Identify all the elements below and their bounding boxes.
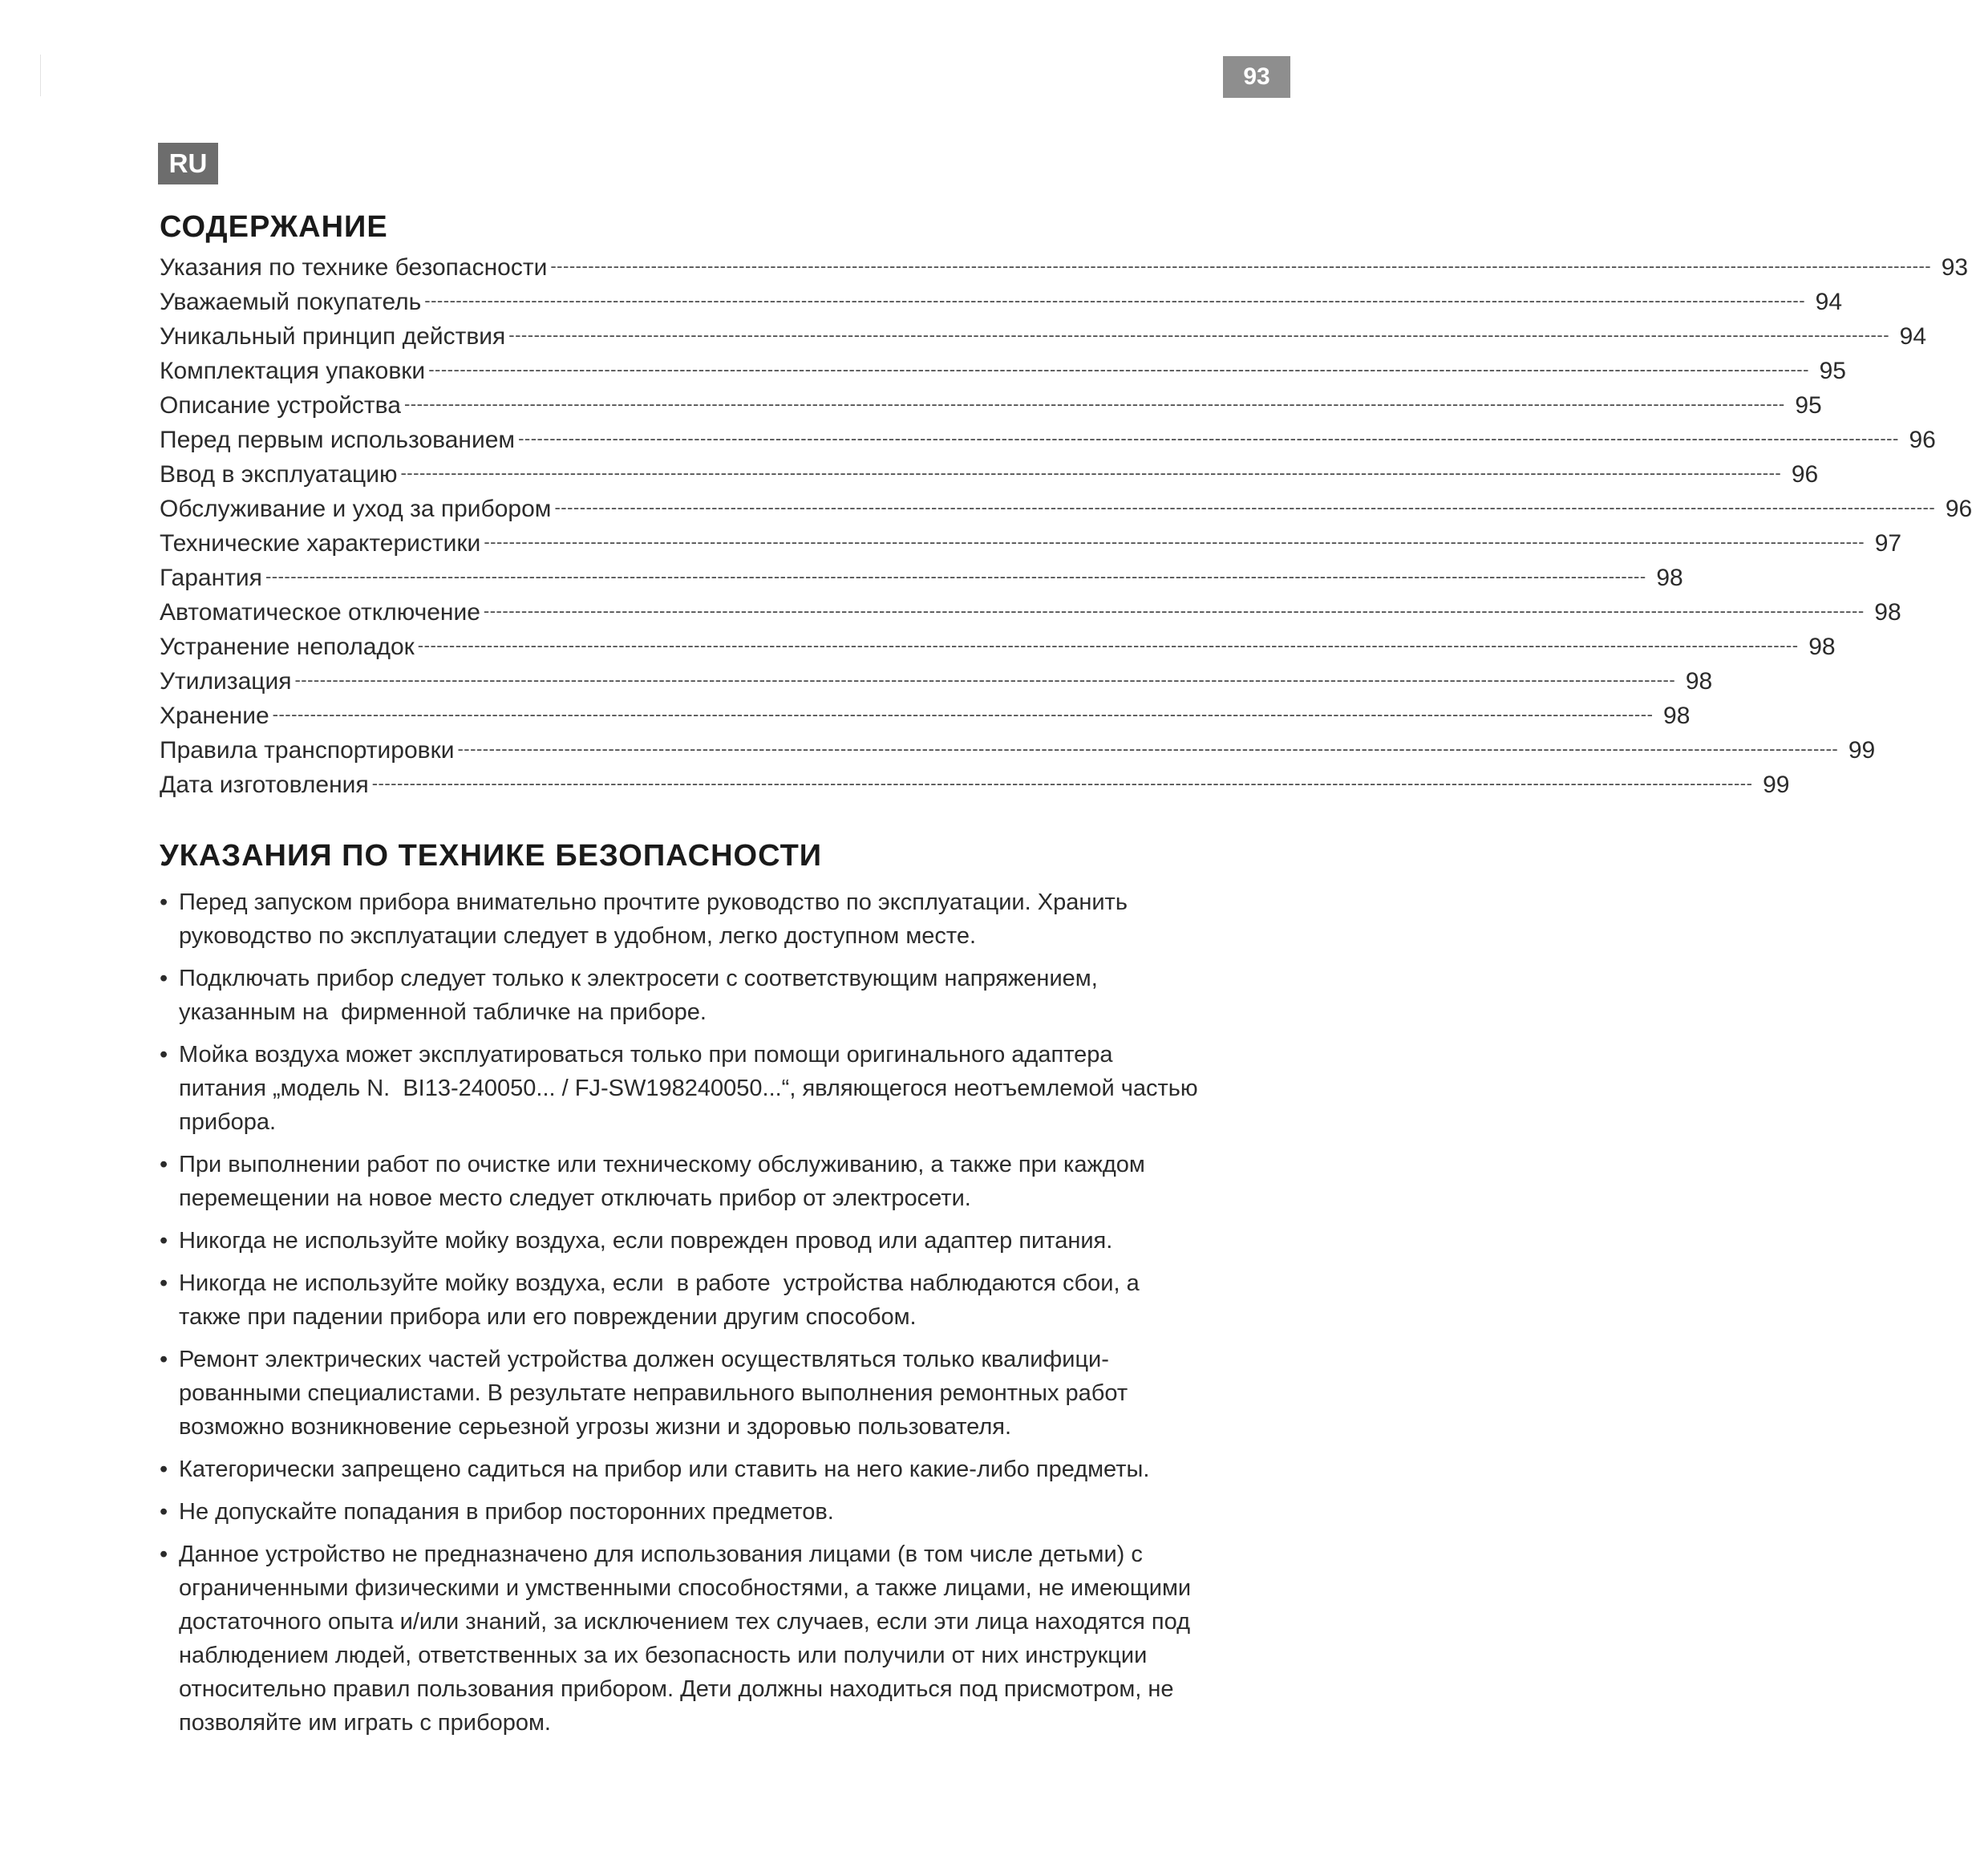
toc-leader: ---------------------------------------------------------------------------------------------------------------------------------------------------------------------------------------------------------------------------- bbox=[554, 497, 1936, 517]
list-item bbox=[160, 1224, 1202, 1258]
list-item bbox=[160, 1266, 1202, 1334]
toc-entry-title: Уникальный принцип действия bbox=[160, 323, 506, 350]
toc-entry-title: Дата изготовления bbox=[160, 772, 369, 798]
toc-entry-page: 95 bbox=[1819, 358, 1846, 384]
toc-leader: ---------------------------------------------------------------------------------------------------------------------------------------------------------------------------------------------------------------------------- bbox=[403, 394, 1785, 414]
toc-leader: ---------------------------------------------------------------------------------------------------------------------------------------------------------------------------------------------------------------------------- bbox=[518, 428, 1899, 448]
toc-entry[interactable] bbox=[160, 526, 1902, 561]
toc-entry[interactable] bbox=[160, 561, 1683, 595]
toc-entry-title: Автоматическое отключение bbox=[160, 599, 480, 626]
toc-entry-page: 99 bbox=[1763, 772, 1790, 798]
list-item-text: Перед запуском прибора внимательно прочтите руководство по эксплуатации. Хранить руководство по эксплуатации следует в удобном, легко доступном месте. bbox=[179, 889, 1128, 949]
toc-entry-page: 95 bbox=[1795, 392, 1822, 419]
toc-heading: СОДЕРЖАНИЕ bbox=[160, 210, 388, 244]
toc-entry-page: 97 bbox=[1874, 530, 1902, 557]
list-item bbox=[160, 1538, 1202, 1740]
list-item bbox=[160, 1343, 1202, 1444]
toc-entry-page: 96 bbox=[1909, 427, 1936, 453]
toc-entry-title: Утилизация bbox=[160, 668, 292, 695]
toc-entry-page: 94 bbox=[1815, 289, 1843, 315]
bullet-icon: • bbox=[160, 889, 168, 915]
toc-leader: ---------------------------------------------------------------------------------------------------------------------------------------------------------------------------------------------------------------------------- bbox=[371, 773, 1753, 793]
list-item-text: Данное устройство не предназначено для использования лицами (в том числе детьми) с ограниченными физическими и умственными способностями, а также лицами, не имеющими достаточного опыта и/или знаний, за исключением тех случаев, если эти лица находятся под наблюдением людей, ответственных за их безопасность или получили от них инструкции относительно правил пользования прибором. Дети должны находиться под присмотром, не позволяйте им играть с прибором. bbox=[179, 1542, 1192, 1736]
toc-leader: ---------------------------------------------------------------------------------------------------------------------------------------------------------------------------------------------------------------------------- bbox=[428, 359, 1809, 379]
toc-entry-title: Хранение bbox=[160, 703, 269, 729]
bullet-icon: • bbox=[160, 966, 168, 991]
toc-entry-title: Описание устройства bbox=[160, 392, 401, 419]
bullet-icon: • bbox=[160, 1228, 168, 1254]
toc-entry-page: 96 bbox=[1945, 496, 1972, 522]
toc-entry-page: 98 bbox=[1808, 634, 1836, 660]
toc-entry[interactable] bbox=[160, 354, 1846, 388]
bullet-icon: • bbox=[160, 1270, 168, 1296]
list-item-text: Мойка воздуха может эксплуатироваться только при помощи оригинального адаптера питания „модель N. BI13-240050... / FJ-SW198240050...“, являющегося неотъемлемой частью прибора. bbox=[179, 1042, 1205, 1135]
toc-entry[interactable] bbox=[160, 768, 1790, 802]
toc-entry-title: Уважаемый покупатель bbox=[160, 289, 422, 315]
toc-entry[interactable] bbox=[160, 250, 1969, 285]
toc-entry-page: 94 bbox=[1899, 323, 1927, 350]
toc-entry-title: Гарантия bbox=[160, 565, 262, 591]
toc-entry-page: 93 bbox=[1941, 254, 1969, 281]
toc-entry-page: 98 bbox=[1685, 668, 1713, 695]
toc-entry-page: 98 bbox=[1874, 599, 1901, 626]
toc-entry[interactable] bbox=[160, 285, 1843, 319]
bullet-icon: • bbox=[160, 1347, 168, 1372]
toc-leader: ---------------------------------------------------------------------------------------------------------------------------------------------------------------------------------------------------------------------------- bbox=[483, 601, 1865, 621]
toc-leader: ---------------------------------------------------------------------------------------------------------------------------------------------------------------------------------------------------------------------------- bbox=[484, 532, 1865, 552]
list-item bbox=[160, 1148, 1202, 1215]
toc-leader: ---------------------------------------------------------------------------------------------------------------------------------------------------------------------------------------------------------------------------- bbox=[550, 256, 1932, 276]
toc-leader: ---------------------------------------------------------------------------------------------------------------------------------------------------------------------------------------------------------------------------- bbox=[265, 566, 1646, 586]
toc-leader: ---------------------------------------------------------------------------------------------------------------------------------------------------------------------------------------------------------------------------- bbox=[272, 704, 1654, 724]
toc-entry-title: Комплектация упаковки bbox=[160, 358, 426, 384]
toc-entry-title: Технические характеристики bbox=[160, 530, 481, 557]
toc-leader: ---------------------------------------------------------------------------------------------------------------------------------------------------------------------------------------------------------------------------- bbox=[294, 670, 1676, 690]
list-item bbox=[160, 1453, 1202, 1486]
toc-entry-title: Правила транспортировки bbox=[160, 737, 455, 764]
language-badge: RU bbox=[158, 143, 218, 184]
bullet-icon: • bbox=[160, 1152, 168, 1177]
toc-entry[interactable] bbox=[160, 630, 1836, 664]
list-item-text: Не допускайте попадания в прибор посторонних предметов. bbox=[179, 1499, 834, 1525]
page-number: 93 bbox=[1223, 56, 1290, 98]
toc-entry-title: Обслуживание и уход за прибором bbox=[160, 496, 552, 522]
page-margin-line bbox=[40, 55, 41, 96]
toc-entry-page: 98 bbox=[1663, 703, 1691, 729]
list-item bbox=[160, 962, 1202, 1029]
toc-entry[interactable] bbox=[160, 457, 1819, 492]
toc-entry[interactable] bbox=[160, 423, 1936, 457]
toc-entry-title: Перед первым использованием bbox=[160, 427, 516, 453]
list-item bbox=[160, 1038, 1205, 1139]
list-item bbox=[160, 1495, 1202, 1529]
safety-instructions-list bbox=[160, 885, 1205, 1748]
bullet-icon: • bbox=[160, 1457, 168, 1482]
toc-leader: ---------------------------------------------------------------------------------------------------------------------------------------------------------------------------------------------------------------------------- bbox=[424, 290, 1806, 310]
safety-heading: УКАЗАНИЯ ПО ТЕХНИКЕ БЕЗОПАСНОСТИ bbox=[160, 839, 823, 873]
bullet-icon: • bbox=[160, 1542, 168, 1567]
toc-leader: ---------------------------------------------------------------------------------------------------------------------------------------------------------------------------------------------------------------------------- bbox=[508, 325, 1890, 345]
toc-entry-page: 96 bbox=[1791, 461, 1819, 488]
bullet-icon: • bbox=[160, 1499, 168, 1525]
list-item-text: Ремонт электрических частей устройства должен осуществляться только квалифици-рованными специалистами. В результате неправильного выполнения ремонтных работ возможно возникновение серьезной угрозы жизни и здоровью пользователя. bbox=[179, 1347, 1128, 1440]
toc-entry[interactable] bbox=[160, 595, 1901, 630]
list-item-text: При выполнении работ по очистке или техническому обслуживанию, а также при каждом перемещении на новое место следует отключать прибор от электросети. bbox=[179, 1152, 1145, 1211]
toc-entry[interactable] bbox=[160, 733, 1876, 768]
toc-entry-page: 99 bbox=[1848, 737, 1876, 764]
toc-entry-title: Ввод в эксплуатацию bbox=[160, 461, 398, 488]
list-item bbox=[160, 885, 1202, 953]
toc-leader: ---------------------------------------------------------------------------------------------------------------------------------------------------------------------------------------------------------------------------- bbox=[417, 635, 1799, 655]
toc-leader: ---------------------------------------------------------------------------------------------------------------------------------------------------------------------------------------------------------------------------- bbox=[457, 739, 1839, 759]
list-item-text: Категорически запрещено садиться на прибор или ставить на него какие-либо предметы. bbox=[179, 1457, 1150, 1482]
bullet-icon: • bbox=[160, 1042, 168, 1068]
toc-entry-page: 98 bbox=[1656, 565, 1683, 591]
toc-entry[interactable] bbox=[160, 699, 1691, 733]
toc-entry-title: Указания по технике безопасности bbox=[160, 254, 548, 281]
list-item-text: Подключать прибор следует только к электросети с соответствующим напряжением, указанным на фирменной табличке на приборе. bbox=[179, 966, 1104, 1025]
toc-leader: ---------------------------------------------------------------------------------------------------------------------------------------------------------------------------------------------------------------------------- bbox=[400, 463, 1782, 483]
toc-entry[interactable] bbox=[160, 388, 1822, 423]
table-of-contents bbox=[160, 250, 1972, 802]
list-item-text: Никогда не используйте мойку воздуха, если в работе устройства наблюдаются сбои, а также при падении прибора или его повреждении другим способом. bbox=[179, 1270, 1146, 1330]
list-item-text: Никогда не используйте мойку воздуха, если поврежден провод или адаптер питания. bbox=[179, 1228, 1113, 1254]
toc-entry[interactable] bbox=[160, 664, 1713, 699]
toc-entry[interactable] bbox=[160, 319, 1927, 354]
toc-entry-title: Устранение неполадок bbox=[160, 634, 415, 660]
toc-entry[interactable] bbox=[160, 492, 1972, 526]
